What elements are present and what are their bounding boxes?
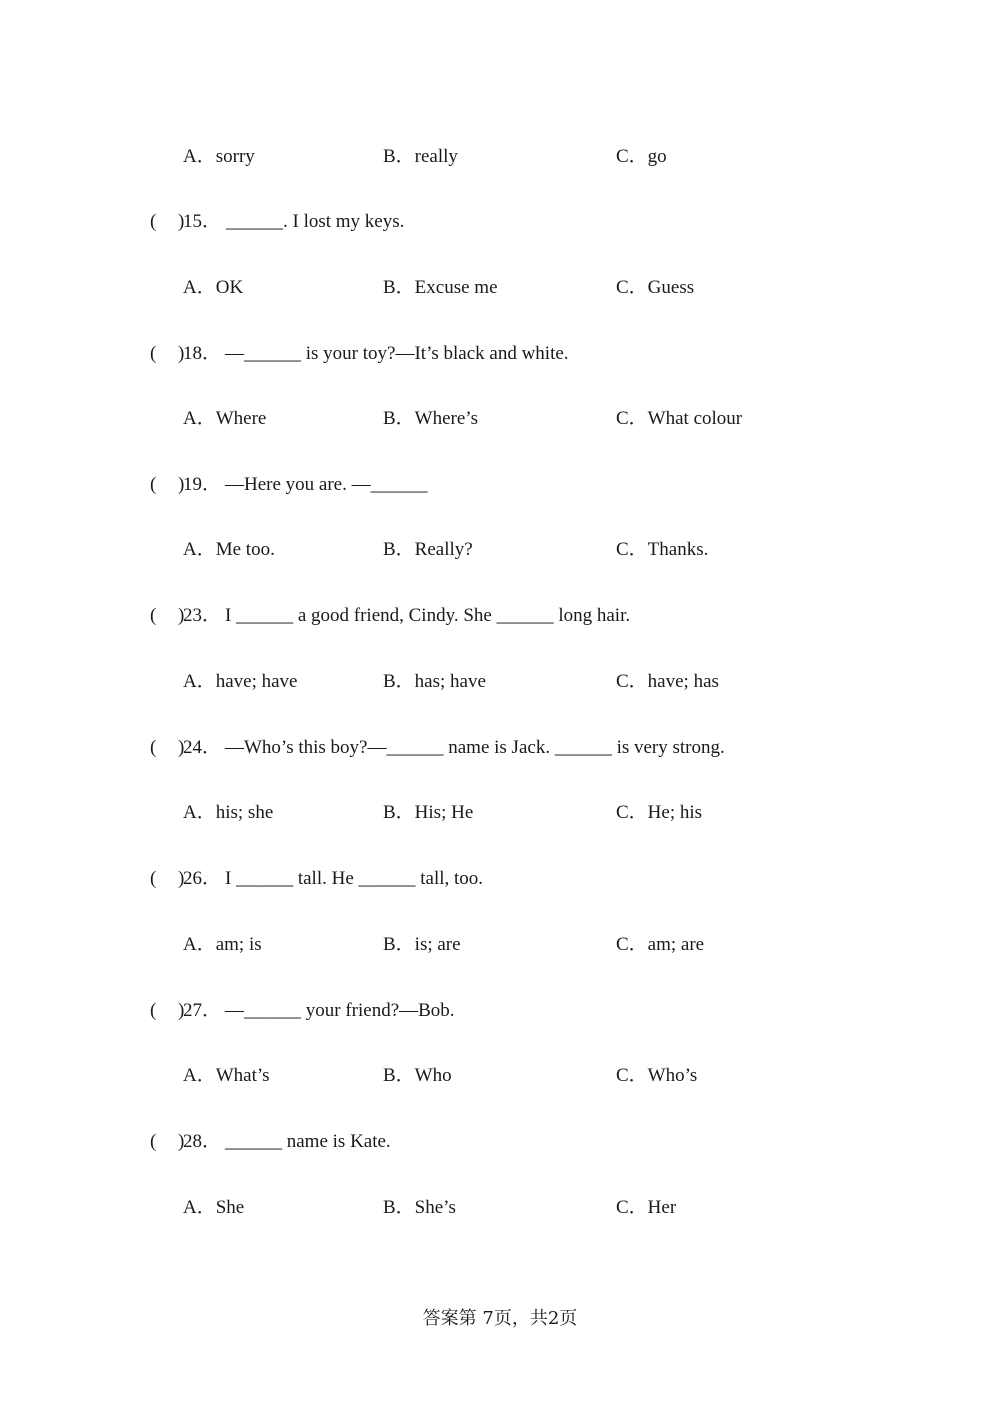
option-b: B．Who	[383, 1065, 452, 1086]
option-b: B．She’s	[383, 1197, 456, 1218]
answer-paren-close: )	[178, 605, 185, 626]
option-b: B．Excuse me	[383, 277, 498, 298]
option-b: B．Where’s	[383, 408, 478, 429]
option-b: B．Really?	[383, 539, 473, 560]
page-footer: 答案第 7页，共2页	[422, 1308, 578, 1329]
answer-paren-close: )	[178, 1000, 185, 1021]
option-c: C．Who’s	[616, 1065, 698, 1086]
question-text: ______. I lost my keys.	[226, 211, 405, 232]
option-c: C．Thanks.	[616, 539, 709, 560]
answer-paren-open: (	[150, 868, 157, 889]
option-c: C．Guess	[616, 277, 695, 298]
option-a: A．Me too.	[183, 539, 275, 560]
option-c: C．have; has	[616, 671, 719, 692]
question-text: —______ is your toy?—It’s black and white.	[225, 343, 569, 364]
option-a: A．sorry	[183, 146, 255, 167]
question-text: —Who’s this boy?—______ name is Jack. ______ is very strong.	[225, 737, 725, 758]
option-a: A．OK	[183, 277, 244, 298]
answer-paren-open: (	[150, 605, 157, 626]
option-c: C．He; his	[616, 802, 703, 823]
answer-paren-close: )	[178, 868, 185, 889]
answer-paren-close: )	[178, 1131, 185, 1152]
question-number: 24．	[183, 737, 222, 758]
option-a: A．She	[183, 1197, 245, 1218]
option-c: C．What colour	[616, 408, 743, 429]
question-number: 15．	[183, 211, 222, 232]
option-a: A．What’s	[183, 1065, 270, 1086]
answer-paren-close: )	[178, 737, 185, 758]
option-c: C．am; are	[616, 934, 705, 955]
option-b: B．has; have	[383, 671, 486, 692]
option-a: A．his; she	[183, 802, 274, 823]
answer-paren-close: )	[178, 343, 185, 364]
question-number: 19．	[183, 474, 222, 495]
answer-paren-open: (	[150, 1000, 157, 1021]
option-a: A．am; is	[183, 934, 262, 955]
question-text: I ______ a good friend, Cindy. She ______ long hair.	[225, 605, 631, 626]
question-number: 23．	[183, 605, 222, 626]
question-number: 27．	[183, 1000, 222, 1021]
option-a: A．have; have	[183, 671, 298, 692]
option-b: B．is; are	[383, 934, 461, 955]
answer-paren-close: )	[178, 474, 185, 495]
option-c: C．Her	[616, 1197, 677, 1218]
question-text: I ______ tall. He ______ tall, too.	[225, 868, 484, 889]
answer-paren-open: (	[150, 737, 157, 758]
option-c: C．go	[616, 146, 667, 167]
answer-paren-open: (	[150, 1131, 157, 1152]
question-text: ______ name is Kate.	[225, 1131, 391, 1152]
option-b: B．His; He	[383, 802, 474, 823]
question-number: 26．	[183, 868, 222, 889]
option-a: A．Where	[183, 408, 267, 429]
answer-paren-open: (	[150, 343, 157, 364]
question-number: 28．	[183, 1131, 222, 1152]
answer-paren-close: )	[178, 211, 185, 232]
question-text: —Here you are. —______	[225, 474, 428, 495]
answer-paren-open: (	[150, 474, 157, 495]
question-text: —______ your friend?—Bob.	[225, 1000, 455, 1021]
answer-paren-open: (	[150, 211, 157, 232]
option-b: B．really	[383, 146, 458, 167]
question-number: 18．	[183, 343, 222, 364]
